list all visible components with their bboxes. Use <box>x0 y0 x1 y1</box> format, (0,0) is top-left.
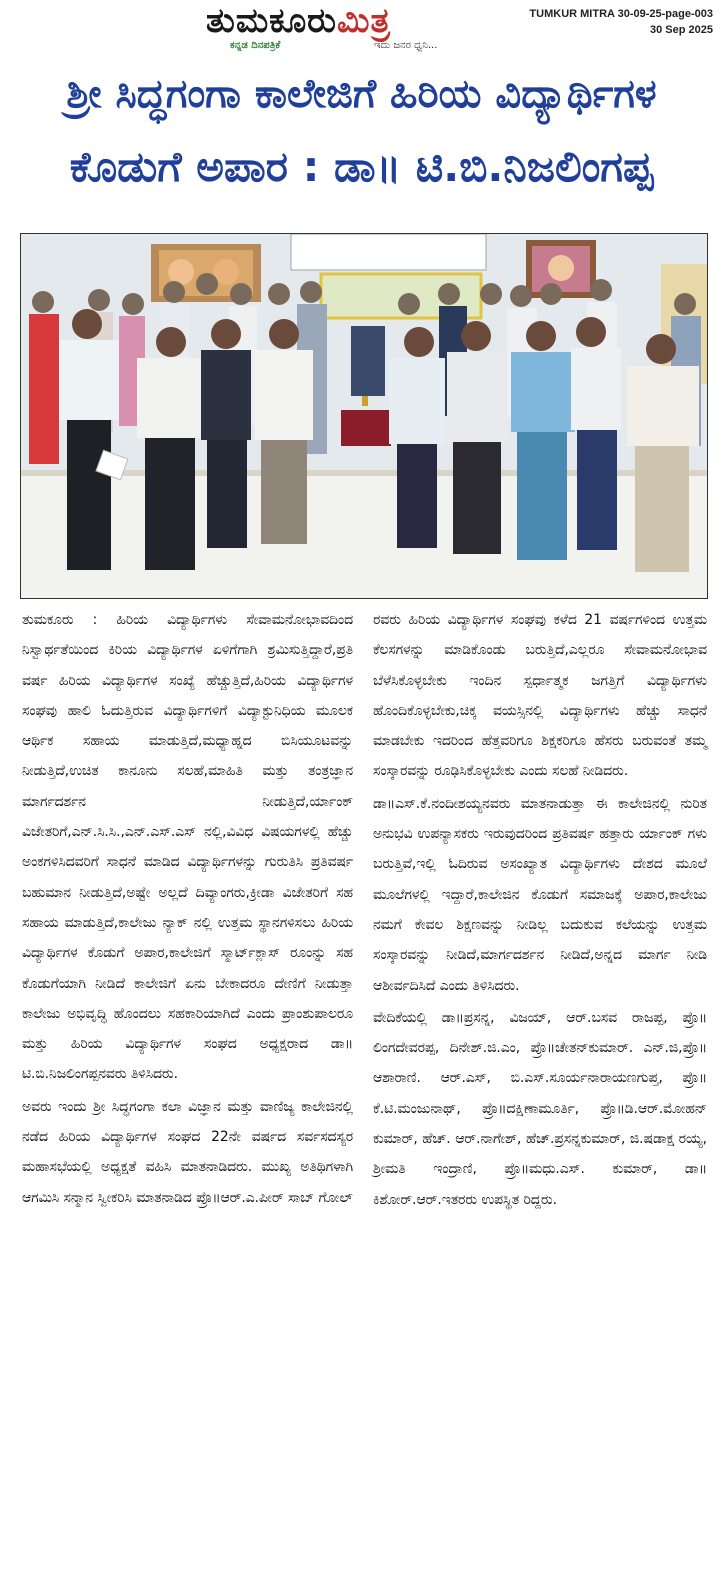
headline-line-1: ಶ್ರೀ ಸಿದ್ಧಗಂಗಾ ಕಾಲೇಜಿಗೆ ಹಿರಿಯ ವಿದ್ಯಾರ್ಥಿಗಳ <box>66 71 657 117</box>
article-paragraph: ಡಾ॥ಎಸ್.ಕೆ.ನಂದೀಶಯ್ಯನವರು ಮಾತನಾಡುತ್ತಾ ಈ ಕಾಲೇಜಿನಲ್ಲಿ ನುರಿತ ಅನುಭವಿ ಉಪನ್ಯಾಸಕರು ಇರುವುದರಿಂದ ಪ್ರತಿವರ್ಷ ಹತ್ತಾರು ರ್ಯಾಂಕ್ ಗಳು ಬರುತ್ತಿವೆ,ಇಲ್ಲಿ ಓದಿರುವ ಅಸಂಖ್ಯಾತ ವಿದ್ಯಾರ್ಥಿಗಳು ದೇಶದ ಮೂಲೆ ಮೂಲೆಗಳಲ್ಲಿ ಇದ್ದಾರೆ,ಕಾಲೇಜಿನ ಕೊಡುಗೆ ಸಮಾಜಕ್ಕೆ ಅಪಾರ,ಕಾಲೇಜು ನಮಗೆ ಕೇವಲ ಶಿಕ್ಷಣವನ್ನು ನೀಡಿಲ್ಲ ಬದುಕುವ ಕಲೆಯನ್ನು ಉತ್ತಮ ಸಂಸ್ಕಾರವನ್ನು ನೀಡಿದೆ,ಮಾರ್ಗದರ್ಶನ ನೀಡಿದೆ,ಅನ್ನದ ಮಾರ್ಗ ನೀಡಿ ಆಶೀರ್ವದಿಸಿದೆ ಎಂದು ತಿಳಿಸಿದರು. <box>373 795 707 994</box>
logo-tagline-left: ಕನ್ನಡ ದಿನಪತ್ರಿಕೆ <box>230 40 281 51</box>
article-paragraph: ಅವರು ಇಂದು ಶ್ರೀ ಸಿದ್ಧಗಂಗಾ ಕಲಾ ವಿಜ್ಞಾನ ಮತ್ತು ವಾಣಿಜ್ಯ ಕಾಲೇಜಿನಲ್ಲಿ ನಡೆದ ಹಿರಿಯ ವಿದ್ಯಾರ್ಥಿಗಳ ಸಂಘದ 22ನೇ ವರ್ಷದ ಸರ್ವಸದಸ್ಯರ ಮಹಾಸಭೆಯಲ್ಲಿ ಅಧ್ಯಕ್ಷತೆ ವಹಿಸಿ ಮಾತನಾಡಿದರು. ಮುಖ್ಯ ಅತಿಥಿಗಳಾಗಿ ಆಗಮಿಸಿ ಸನ್ಮಾನ ಸ್ವೀಕರಿಸಿ ಮಾತನಾಡಿದ ಪ್ರೊ॥ಆರ್.ಎ.ಪೀರ್ ಸಾಬ್ ಗೋಲ್ <box>22 1098 353 1206</box>
article-paragraph: ರವರು ಹಿರಿಯ ವಿದ್ಯಾರ್ಥಿಗಳ ಸಂಘವು ಕಳೆದ 21 ವರ್ಷಗಳಿಂದ ಉತ್ತಮ ಕೆಲಸಗಳನ್ನು ಮಾಡಿಕೊಂಡು ಬರುತ್ತಿದೆ,ಎಲ್ಲರೂ ಸೇವಾಮನೋಭಾವ ಬೆಳೆಸಿಕೊಳ್ಳಬೇಕು ಇಂದಿನ ಸ್ಪರ್ಧಾತ್ಮಕ ಜಗತ್ತಿಗೆ ವಿದ್ಯಾರ್ಥಿಗಳು ಹೊಂದಿಕೊಳ್ಳಬೇಕು,ಚಿಕ್ಕ ವಯಸ್ಸಿನಲ್ಲಿ ವಿದ್ಯಾರ್ಥಿಗಳು ಹೆಚ್ಚು ಸಾಧನೆ ಮಾಡಬೇಕು ಇದರಿಂದ ಹೆತ್ತವರಿಗೂ ಶಿಕ್ಷಕರಿಗೂ ಹೆಸರು ಬರುವಂತೆ ತಮ್ಮ ಸಂಸ್ಕಾರವನ್ನು ರೂಢಿಸಿಕೊಳ್ಳಬೇಕು ಎಂದು ಸಲಹೆ ನೀಡಿದರು. <box>373 612 707 780</box>
logo-name-part2: ಮಿತ್ರ <box>336 1 391 41</box>
article-paragraph: ವೇದಿಕೆಯಲ್ಲಿ ಡಾ॥ಪ್ರಸನ್ನ, ವಿಜಯ್, ಆರ್.ಬಸವ ರಾಜಪ್ಪ, ಪ್ರೊ॥ಲಿಂಗದೇವರಪ್ಪ, ದಿನೇಶ್.ಜಿ.ಎಂ, ಪ್ರೊ॥ಚೇತನ್‌ಕುಮಾರ್. ಎನ್.ಜಿ,ಪ್ರೊ॥ಆಶಾರಾಣಿ. ಆರ್.ಎಸ್, ಬಿ.ಎಸ್.ಸೂರ್ಯನಾರಾಯಣಗುಪ್ತ, ಪ್ರೊ॥ಕೆ.ಟಿ.ಮಂಜುನಾಥ್, ಪ್ರೊ॥ದಕ್ಷಿಣಾಮೂರ್ತಿ, ಪ್ರೊ॥ಡಿ.ಆರ್.ಮೋಹನ್ ಕುಮಾರ್, ಹೆಚ್. ಆರ್.ನಾಗೇಶ್, ಹೆಚ್.ಪ್ರಸನ್ನಕುಮಾರ್, ಜಿ.ಷಡಾಕ್ಷ ರಯ್ಯ, ಶ್ರೀಮತಿ ಇಂದ್ರಾಣಿ, ಪ್ರೊ॥ಮಧು.ಎಸ್. ಕುಮಾರ್, ಡಾ॥ಕಿಶೋರ್.ಆರ್.ಇತರರು ಉಪಸ್ಥಿತ ರಿದ್ದರು. <box>373 1009 707 1208</box>
logo-name-part1: ತುಮಕೂರು <box>206 1 337 41</box>
article-column-right <box>373 605 707 1217</box>
headline-line-2: ಕೊಡುಗೆ ಅಪಾರ : ಡಾ॥ ಟಿ.ಬಿ.ನಿಜಲಿಂಗಪ್ಪ <box>69 142 654 191</box>
logo-wordmark <box>206 2 391 40</box>
edition-date: 30 Sep 2025 <box>650 24 713 36</box>
event-photo-illustration <box>21 234 707 598</box>
article-column-left <box>22 605 353 1215</box>
article-headline <box>0 58 723 204</box>
edition-meta <box>529 6 713 38</box>
masthead <box>0 0 723 56</box>
logo-tagline-right: ಇದು ಜನರ ಧ್ವನಿ... <box>374 40 438 51</box>
article-paragraph: ತುಮಕೂರು : ಹಿರಿಯ ವಿದ್ಯಾರ್ಥಿಗಳು ಸೇವಾಮನೋಭಾವದಿಂದ ನಿಸ್ವಾರ್ಥತೆಯಿಂದ ಕಿರಿಯ ವಿದ್ಯಾರ್ಥಿಗಳ ಏಳಿಗೆಗಾಗಿ ಶ್ರಮಿಸುತ್ತಿದ್ದಾರೆ,ಪ್ರತಿ ವರ್ಷ ಹಿರಿಯ ವಿದ್ಯಾರ್ಥಿಗಳ ಸಂಖ್ಯೆ ಹೆಚ್ಚುತ್ತಿದೆ,ಹಿರಿಯ ವಿದ್ಯಾರ್ಥಿಗಳ ಸಂಘವು ಹಾಲಿ ಓದುತ್ತಿರುವ ವಿದ್ಯಾರ್ಥಿಗಳಿಗೆ ವಿದ್ಯಾಕ್ಟುನಿಧಿಯ ಮೂಲಕ ಆರ್ಥಿಕ ಸಹಾಯ ಮಾಡುತ್ತಿದೆ,ಮಧ್ಯಾಹ್ನದ ಬಿಸಿಯೂಟವನ್ನು ನೀಡುತ್ತಿದೆ,ಉಚಿತ ಕಾನೂನು ಸಲಹೆ,ಮಾಹಿತಿ ಮತ್ತು ತಂತ್ರಜ್ಞಾನ ಮಾರ್ಗದರ್ಶನ ನೀಡುತ್ತಿದೆ,ರ್ಯಾಂಕ್ ವಿಜೇತರಿಗೆ,ಎನ್.ಸಿ.ಸಿ.,ಎನ್.ಎಸ್.ಎಸ್ ನಲ್ಲಿ,ವಿವಿಧ ವಿಷಯಗಳಲ್ಲಿ ಹೆಚ್ಚು ಅಂಕಗಳಿಸಿದವರಿಗೆ ಸಾಧನೆ ಮಾಡಿದ ವಿದ್ಯಾರ್ಥಿಗಳನ್ನು ಗುರುತಿಸಿ ಪ್ರತಿವರ್ಷ ಬಹುಮಾನ ನೀಡುತ್ತಿದೆ,ಅಷ್ಟೇ ಅಲ್ಲದೆ ದಿವ್ಯಾಂಗರು,ಕ್ರೀಡಾ ವಿಜೇತರಿಗೆ ಸಹ ಸಹಾಯ ಮಾಡುತ್ತಿದೆ,ಕಾಲೇಜು ನ್ಯಾಕ್ ನಲ್ಲಿ ಉತ್ತಮ ಸ್ಥಾನಗಳಿಸಲು ಹಿರಿಯ ವಿದ್ಯಾರ್ಥಿಗಳ ಕೊಡುಗೆ ಅಪಾರ,ಕಾಲೇಜಿಗೆ ಸ್ಮಾರ್ಟ್‌ಕ್ಲಾಸ್ ರೂಂನ್ನು ಸಹ ಕೊಡುಗೆಯಾಗಿ ನೀಡಿದೆ ಕಾಲೇಜಿಗೆ ಏನು ಬೇಕಾದರೂ ದೇಣಿಗೆ ನೀಡುತ್ತಾ ಕಾಲೇಜು ಅಭಿವೃದ್ಧಿ ಹೊಂದಲು ಸಹಕಾರಿಯಾಗಿದೆ ಎಂದು ಪ್ರಾಂಶುಪಾಲರೂ ಮತ್ತು ಹಿರಿಯ ವಿದ್ಯಾರ್ಥಿಗಳ ಸಂಘದ ಅಧ್ಯಕ್ಷರಾದ ಡಾ॥ಟಿ.ಬಿ.ನಿಜಲಿಂಗಪ್ಪನವರು ತಿಳಿಸಿದರು. <box>22 612 353 1083</box>
edition-line: TUMKUR MITRA 30-09-25-page-003 <box>529 8 713 20</box>
event-photo <box>20 233 708 599</box>
newspaper-logo <box>206 2 506 54</box>
